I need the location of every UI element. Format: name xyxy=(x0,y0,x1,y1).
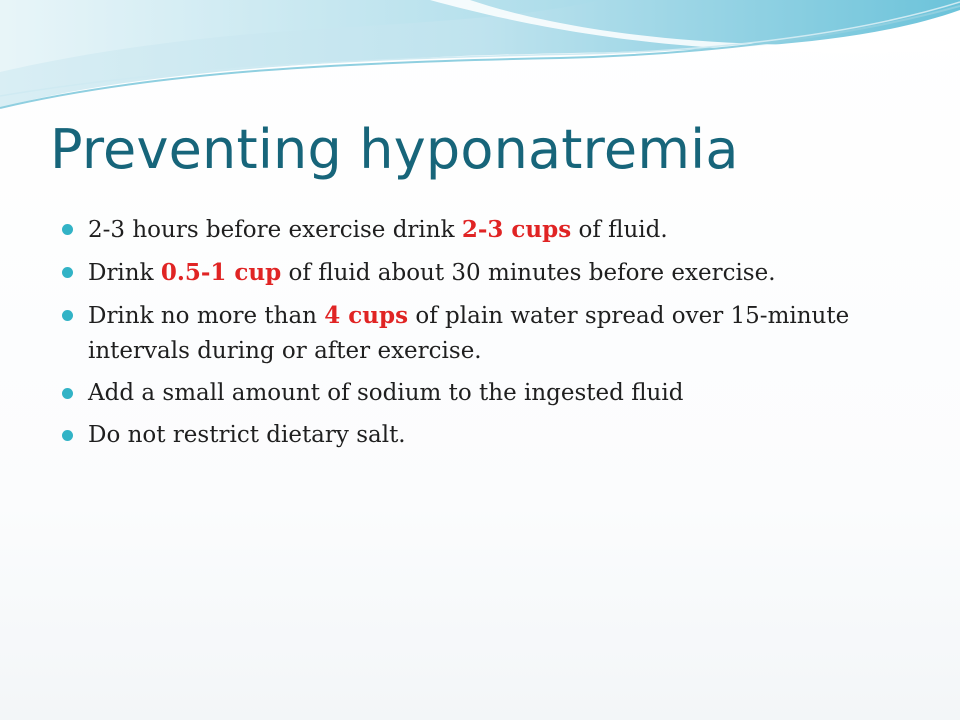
bullet-dot-icon xyxy=(62,430,73,441)
bullet-dot-icon xyxy=(62,388,73,399)
bullet-item xyxy=(88,212,908,248)
bullet-highlight: 4 cups xyxy=(324,302,409,329)
bullet-text: of plain water spread over 15-minute intervals during or after exercise. xyxy=(88,303,850,364)
slide-title: Preventing hyponatremia xyxy=(50,118,739,181)
bullet-text: Drink no more than xyxy=(88,303,325,329)
bullet-item xyxy=(88,418,908,453)
bullet-text: Drink xyxy=(88,260,161,286)
bullet-item xyxy=(88,255,908,291)
bullet-text: Add a small amount of sodium to the ingested fluid xyxy=(88,380,684,406)
bullet-dot-icon xyxy=(62,310,73,321)
bullet-dot-icon xyxy=(62,224,73,235)
bullet-list xyxy=(88,212,908,460)
bullet-highlight: 2-3 cups xyxy=(461,216,572,243)
header-wave-decoration xyxy=(0,0,960,120)
bullet-highlight: 0.5-1 cup xyxy=(160,259,282,286)
bullet-text: of fluid about 30 minutes before exercise. xyxy=(281,260,776,286)
bullet-item xyxy=(88,376,908,411)
bullet-text: Do not restrict dietary salt. xyxy=(88,422,406,448)
bullet-text: 2-3 hours before exercise drink xyxy=(88,217,462,243)
bullet-item xyxy=(88,298,908,369)
bullet-text: of fluid. xyxy=(571,217,668,243)
bullet-dot-icon xyxy=(62,267,73,278)
